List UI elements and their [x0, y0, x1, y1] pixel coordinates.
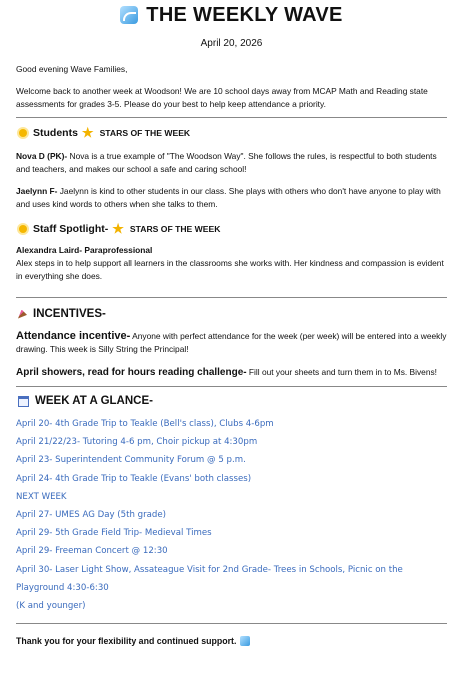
sun-icon [19, 225, 27, 233]
attendance-incentive-label: Attendance incentive- [16, 330, 131, 342]
incentives-heading [16, 306, 447, 322]
staff-name: Alexandra Laird- Paraprofessional [16, 245, 153, 255]
staff-entry [16, 244, 447, 283]
attendance-incentive [16, 330, 447, 356]
list-item: April 23- Superintendent Community Forum @ 5 p.m. [16, 455, 246, 466]
staff-heading-label: Staff Spotlight- [33, 223, 109, 235]
student-entry [16, 150, 447, 176]
divider [16, 297, 447, 298]
incentives-heading-label: INCENTIVES- [33, 308, 106, 320]
list-item: NEXT WEEK [16, 491, 67, 502]
list-item: Playground 4:30-6:30 [16, 582, 109, 593]
student-text: Jaelynn is kind to other students in our class. She plays with others who don't have anyone to play with and uses kind words to others when she talks to them. [16, 186, 441, 209]
glance-heading [16, 393, 447, 409]
list-item: April 29- Freeman Concert @ 12:30 [16, 546, 168, 557]
stars-of-week-label: STARS OF THE WEEK [99, 128, 191, 138]
water-wave-icon [120, 6, 138, 24]
divider [16, 117, 447, 118]
list-item: (K and younger) [16, 601, 86, 612]
glance-heading-label: WEEK AT A GLANCE- [35, 395, 153, 407]
student-entry [16, 185, 447, 211]
closing-message [16, 636, 447, 646]
attendance-incentive-text: Anyone with perfect attendance for the week (per week) will be entered into a weekly drawing. This week is Silly String the Principal! [16, 331, 447, 354]
list-item: April 27- UMES AG Day (5th grade) [16, 510, 167, 521]
staff-text: Alex steps in to help support all learners in the classrooms she works with. Her kindness and compassion is evident in everything she does. [16, 258, 444, 281]
sun-icon [19, 129, 27, 137]
list-item: April 30- Laser Light Show, Assateague Visit for 2nd Grade- Trees in Schools, Picnic on the [16, 564, 403, 575]
welcome-paragraph: Welcome back to another week at Woodson! We are 10 school days away from MCAP Math and Reading state assessments for grades 3-5. Please do your best to help keep attendance a priority. [16, 86, 428, 109]
list-item: April 29- 5th Grade Field Trip- Medieval Times [16, 528, 212, 539]
students-heading-label: Students [33, 127, 78, 139]
student-name: Nova D (PK)- [16, 151, 68, 161]
stars-of-week-label: STARS OF THE WEEK [129, 224, 221, 234]
page-title: THE WEEKLY WAVE [146, 3, 343, 26]
title-row [16, 0, 447, 26]
students-heading [16, 125, 447, 141]
list-item: April 21/22/23- Tutoring 4-6 pm, Choir pickup at 4:30pm [16, 437, 258, 448]
star-icon: ★ [81, 125, 94, 140]
reading-challenge-text: Fill out your sheets and turn them in to Ms. Bivens! [246, 367, 437, 377]
list-item: April 24- 4th Grade Trip to Teakle (Evans' both classes) [16, 473, 252, 484]
list-item: April 20- 4th Grade Trip to Teakle (Bell's class), Clubs 4-6pm [16, 419, 274, 429]
party-popper-icon [18, 310, 27, 319]
newsletter-date: April 20, 2026 [200, 38, 263, 49]
student-text: Nova is a true example of "The Woodson Way". She follows the rules, is respectful to both students and teachers, and makes our school a safe and caring school! [16, 151, 437, 174]
divider [16, 623, 447, 624]
divider [16, 386, 447, 387]
reading-challenge [16, 366, 447, 379]
closing-text: Thank you for your flexibility and continued support. [16, 636, 237, 647]
glance-list [16, 415, 447, 615]
star-icon: ★ [112, 221, 124, 236]
greeting: Good evening Wave Families, [16, 64, 128, 74]
calendar-icon [18, 396, 29, 407]
staff-heading [16, 221, 447, 237]
reading-challenge-label: April showers, read for hours reading challenge- [16, 367, 247, 378]
water-wave-icon [240, 636, 250, 646]
student-name: Jaelynn F- [16, 186, 58, 196]
